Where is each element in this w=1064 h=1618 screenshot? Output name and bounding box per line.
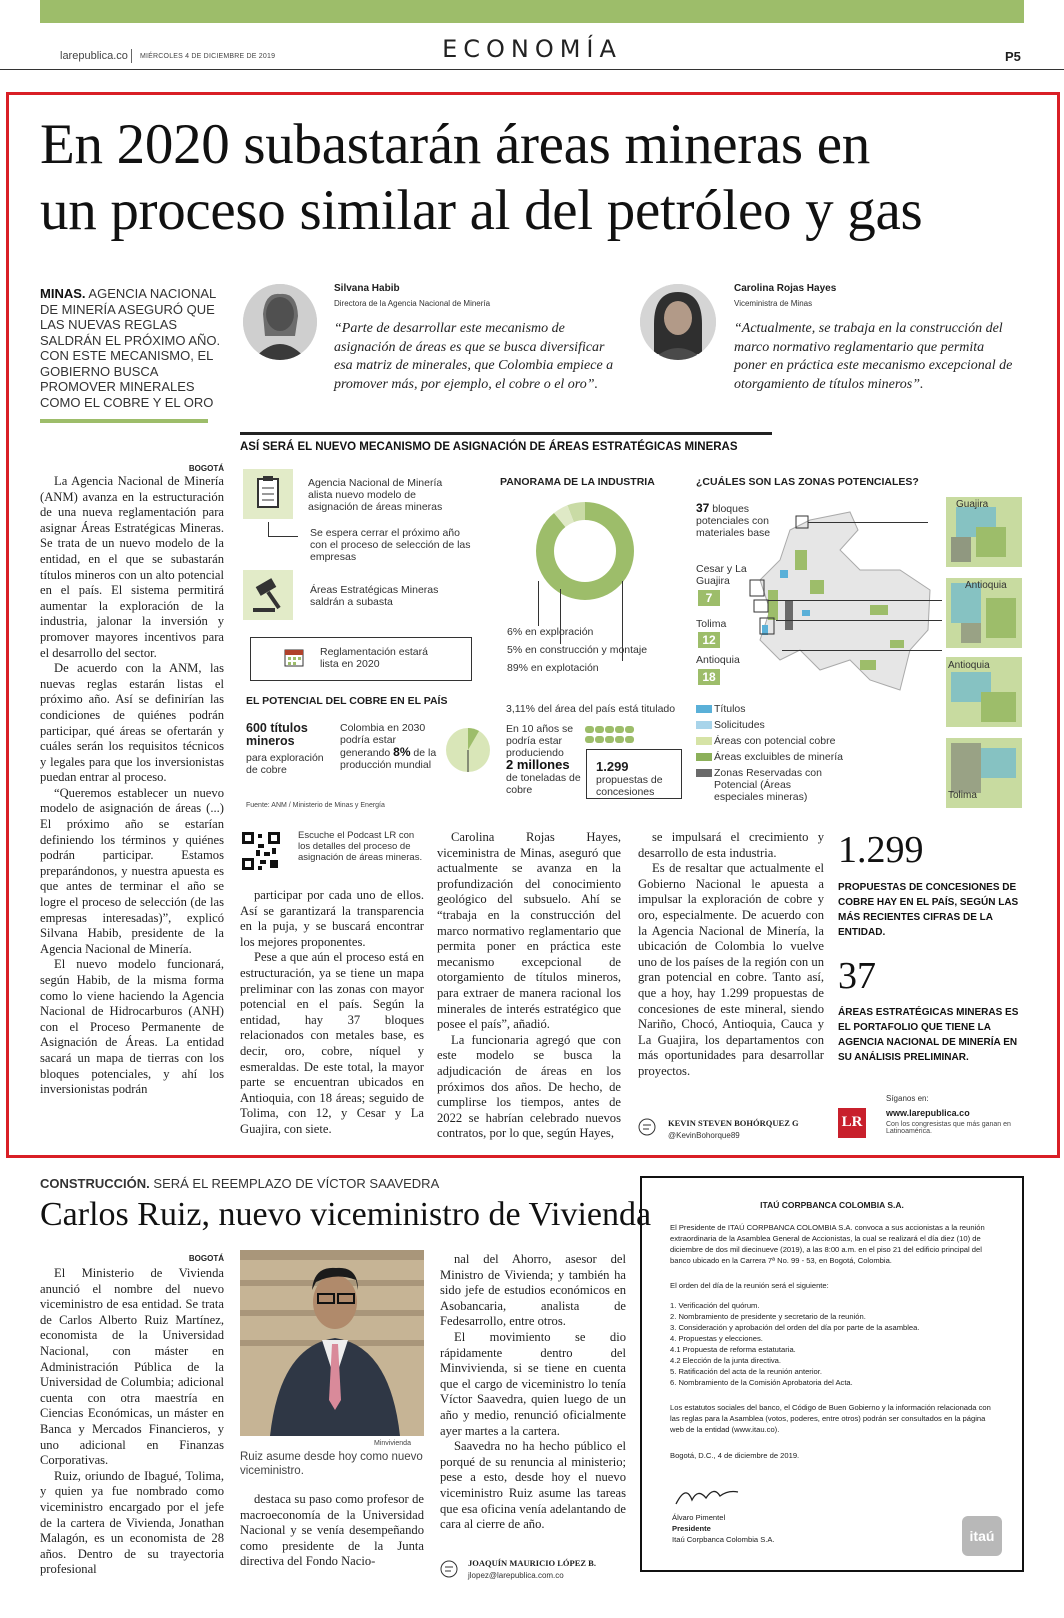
issue-date: MIÉRCOLES 4 DE DICIEMBRE DE 2019 (140, 53, 276, 60)
person-portrait-icon (640, 284, 716, 360)
quote2-role: Viceministra de Minas (734, 299, 813, 308)
inset-label-tolima: Tolima (948, 790, 977, 801)
step2-text: Áreas Estratégicas Mineras saldrán a subasta (310, 584, 439, 608)
ad-signer-company: Itaú Corpbanca Colombia S.A. (672, 1535, 775, 1544)
proposals-text: propuestas de concesiones (596, 774, 663, 798)
paragraph: participar por cada uno de ellos. Así se garantizará la transparencia en la puja, y se buscará encontrar los mejores proponentes. (240, 888, 424, 949)
infographic-title: ASÍ SERÁ EL NUEVO MECANISMO DE ASIGNACIÓN DE ÁREAS ESTRATÉGICAS MINERAS (240, 441, 738, 453)
headline-line-2: un proceso similar al del petróleo y gas (40, 179, 923, 242)
inset-leader (808, 522, 928, 523)
legend-swatch-3 (696, 753, 712, 761)
follow-site[interactable]: www.larepublica.co (886, 1108, 970, 1118)
sec2-kicker-label: CONSTRUCCIÓN. (40, 1176, 150, 1191)
colombia-map (740, 510, 940, 700)
paragraph: Es de resaltar que actualmente el Gobierno Nacional le apuesta a impulsar la exploración de cobre y oro, especialmente. De acuerdo con la Agencia Nacional de Minería, la ubicación de Colombia lo vuelve uno de los países de la región con un gran potencial en cobre. Tanto así, que a hoy, hay 1.299 propuestas de concesiones de este mineral, siendo Nariño, Chocó, Antioquia, Cauca y La Guajira, los departamentos con más oportunidades para desarrollar proyectos. (638, 861, 824, 1078)
agenda-item: 5. Ratificación del acta de la reunión anterior. (670, 1367, 822, 1376)
inset-label-antioquia-1: Antioquia (965, 580, 1007, 591)
paragraph: Pese a que aún el proceso está en estructuración, ya se tiene un mapa preliminar con las zonas con mayor potencial en el país. Según la entidad, hay 37 bloques relacionados con metales base, es decir, oro, cobre, níquel y esmeraldas. De este total, la mayor parte se encuentran ubicados en Antioquia, con 18 áreas; seguido de Tolima, con 12, y Cesar y La Guajira, con siete. (240, 950, 424, 1136)
legend-swatch-4 (696, 769, 712, 777)
paragraph: El Ministerio de Vivienda anunció el nombre del nuevo viceministro de esa entidad. Se trata de Carlos Alberto Ruiz Martínez, economista de la Universidad Nacional, con máster en Administración Pública de la Universidad de Columbia; adicional cuenta con otra maestría en Ciencias Económicas, un máster en Banca y Mercados Financieros, y uno adicional en Finanzas Corporativas. (40, 1266, 224, 1468)
ad-date: Bogotá, D.C., 4 de diciembre de 2019. (670, 1451, 800, 1460)
lr-logo-icon[interactable]: LR (838, 1108, 866, 1138)
zone1-count: 7 (698, 590, 720, 606)
header-rule (0, 69, 1064, 70)
projection-unit: de toneladas de cobre (506, 772, 581, 796)
zones-total-number: 37 (696, 501, 710, 515)
zone2-count: 12 (698, 632, 720, 648)
kicker-text: AGENCIA NACIONAL DE MINERÍA ASEGURÓ QUE LAS NUEVAS REGLAS SALDRÁN EL PRÓXIMO AÑO. CON ESTE MECANISMO, EL GOBIERNO BUSCA PROMOVER MINERALES COMO EL COBRE Y EL ORO (40, 286, 221, 410)
article-kicker (40, 286, 230, 410)
step-connector (268, 536, 298, 537)
sec2-kicker (40, 1176, 439, 1191)
zone3-count: 18 (698, 669, 720, 685)
sec2-dateline: BOGOTÁ (188, 1254, 224, 1263)
zone1-label: Cesar y La Guajira (696, 563, 747, 587)
silvana-habib-photo (243, 284, 317, 360)
inset-label-guajira: Guajira (956, 499, 989, 510)
zones-total-text: bloques potenciales con materiales base (696, 503, 771, 539)
agenda-item: 2. Nombramiento de presidente y secretario de la reunión. (670, 1312, 866, 1321)
quote2-text: “Actualmente, se trabaja en la construcción del marco normativo reglamentario que permita poner en práctica este mecanismo excepcional de otorgamiento de títulos mineros”. (734, 321, 1013, 392)
article-col2 (240, 888, 424, 1138)
sec2-col2 (240, 1492, 424, 1578)
inset-leader (776, 620, 942, 621)
carolina-rojas-photo (640, 284, 716, 360)
podcast-qr-icon[interactable] (240, 830, 282, 872)
paragraph: Ruiz, oriundo de Ibagué, Tolima, y quien ya fue nombrado como viceministro encargado por el jefe de la cartera de Vivienda, Jonathan Malagón, es un economista de 28 años. Dentro de su trayectoria profesional (40, 1468, 224, 1577)
stat2-number: 37 (838, 955, 876, 997)
step1-text: Agencia Nacional de Minería alista nuevo modelo de asignación de áreas mineras (308, 477, 443, 513)
legend-label-3: Áreas excluibles de minería (714, 751, 843, 763)
article-col4 (638, 830, 824, 1126)
panorama-construccion: 5% en construcción y montaje (507, 644, 648, 656)
quote2-name: Carolina Rojas Hayes (734, 283, 837, 294)
stat1-text: PROPUESTAS DE CONCESIONES DE COBRE HAY EN EL PAÍS, SEGÚN LAS MÁS RECIENTES CIFRAS DE LA ENTIDAD. (838, 882, 1019, 938)
copper-bars-icon (585, 726, 635, 746)
projection-text: En 10 años se podría estar produciendo (506, 723, 574, 759)
legend-label-1: Solicitudes (714, 719, 765, 731)
photo-caption: Ruiz asume desde hoy como nuevo viceministro. (240, 1451, 423, 1477)
step3-text: Reglamentación estará lista en 2020 (320, 646, 428, 670)
author-name: KEVIN STEVEN BOHÓRQUEZ G (668, 1118, 799, 1128)
panorama-area-titulada: 3,11% del área del país está titulado (506, 703, 676, 715)
paragraph: nal del Ahorro, asesor del Ministro de Vivienda; y también ha sido jefe de estudios económicos en Asobancaria, analista de Fedesarrollo, entre otros. (440, 1252, 626, 1329)
legend-label-0: Títulos (714, 703, 746, 715)
agenda-item: 1. Verificación del quórum. (670, 1301, 760, 1310)
carlos-ruiz-photo (240, 1250, 424, 1436)
signature-icon (672, 1482, 742, 1510)
calendar-icon (284, 647, 304, 667)
ad-paragraph-1: El Presidente de ITAÚ CORPBANCA COLOMBIA S.A. convoca a sus accionistas a la reunión extraordinaria de la Asamblea General de Accionistas, la cual se realizará el día diez (10) de diciembre de dos mil diecinueve (2019), a las 8:00 a.m. en el piso 21 del edificio principal del banco ubicado en la Carrera 7ª No. 99 - 53, en Bogotá, Colombia. (670, 1223, 985, 1265)
stat1-number: 1.299 (838, 829, 924, 871)
person-portrait-icon (240, 1250, 424, 1436)
person-portrait-icon (243, 284, 317, 360)
inset-leader (768, 600, 942, 601)
author-chat-icon (638, 1118, 656, 1136)
cobre-2030-tail: de la producción mundial (340, 747, 437, 771)
article-dateline: BOGOTÁ (188, 464, 224, 473)
infographic-rule (240, 432, 772, 435)
clipboard-icon (243, 469, 293, 519)
inset-leader (782, 650, 942, 651)
panorama-explotacion: 89% en explotación (507, 662, 599, 674)
inset-label-antioquia-2: Antioquia (948, 660, 990, 671)
author-handle[interactable]: @KevinBohorque89 (668, 1131, 740, 1140)
article-col1 (40, 474, 224, 1142)
kicker-label: MINAS. (40, 286, 86, 301)
follow-label: Síganos en: (886, 1094, 929, 1103)
section-title: ECONOMÍA (442, 35, 622, 63)
gavel-icon (243, 570, 293, 620)
sec2-author: JOAQUÍN MAURICIO LÓPEZ B. (468, 1558, 596, 1568)
legend-label-4: Zonas Reservadas con Potencial (Áreas especiales mineras) (714, 767, 822, 803)
panorama-title: PANORAMA DE LA INDUSTRIA (500, 476, 655, 488)
sec2-col1 (40, 1266, 224, 1578)
ad-title: ITAÚ CORPBANCA COLOMBIA S.A. (760, 1200, 904, 1210)
industry-donut-chart (530, 496, 640, 606)
article-headline (40, 112, 1030, 244)
photo-credit: Minvivienda (374, 1440, 411, 1447)
follow-tagline: Con los congresistas que más ganan en Latinoamérica. (886, 1121, 1011, 1135)
legend-swatch-2 (696, 737, 712, 745)
paragraph: Carolina Rojas Hayes, viceministra de Minas, aseguró que actualmente se avanza en la profundización del conocimiento geológico del subsuelo. Ahí se “trabaja en la construcción del marco normativo reglamentario que permita poner en práctica este mecanismo excepcional de otorgamiento de títulos mineros, para extraer de manera racional los minerales de interés estratégico que posee el país”, añadió. (437, 830, 621, 1032)
paragraph: “Queremos establecer un nuevo modelo de asignación de áreas (...) El próximo año se estarían definiendo los términos y quiénes podrán participar. Estamos preparándonos, y nuestra apuesta es que antes de terminar el año se logre el proceso de selección (de las empresas interesadas)”, explicó Silvana Habib, presidente de la Agencia Nacional de Minería. (40, 785, 224, 956)
itau-logo-icon: itaú (962, 1516, 1002, 1556)
top-color-bar (40, 0, 1024, 23)
cobre-title: EL POTENCIAL DEL COBRE EN EL PAÍS (246, 695, 448, 707)
panorama-projection (506, 723, 586, 796)
paragraph: El movimiento se dio rápidamente dentro del Minvivienda, si se tiene en cuenta que el cargo de viceministro lo tenía Víctor Saavedra, quien luego de un año y medio, renunció oficialmente ayer martes a la cartera. (440, 1329, 626, 1438)
stat2-text: ÁREAS ESTRATÉGICAS MINERAS ES EL PORTAFOLIO QUE TIENE LA AGENCIA NACIONAL DE MINERÍA EN SU ANÁLISIS PRELIMINAR. (838, 1007, 1019, 1063)
ad-agenda-list (670, 1300, 1000, 1388)
sec2-headline: Carlos Ruiz, nuevo viceministro de Vivienda (40, 1196, 652, 1233)
cobre-titulos-sub: para exploración de cobre (246, 752, 324, 776)
infographic-source: Fuente: ANM / Ministerio de Minas y Energía (246, 802, 385, 809)
sec2-kicker-text: SERÁ EL REEMPLAZO DE VÍCTOR SAAVEDRA (153, 1176, 440, 1191)
ad-paragraph-3: Los estatutos sociales del banco, el Código de Buen Gobierno y la información relacionada con las reglas para la Asamblea (votos, poderes, entre otros) podrán ser consultados en la página web de la entidad (www.itau.co). (670, 1403, 991, 1434)
podcast-text: Escuche el Podcast LR con los detalles del proceso de asignación de áreas mineras. (298, 830, 423, 863)
legend-swatch-1 (696, 721, 712, 729)
agenda-item: 4.2 Elección de la junta directiva. (670, 1356, 782, 1365)
cobre-2030-text: Colombia en 2030 podría estar generando (340, 722, 426, 759)
cobre-2030-pct: 8% (393, 745, 411, 759)
kicker-rule (40, 419, 208, 423)
author-chat-icon (440, 1560, 458, 1578)
step1b-text: Se espera cerrar el próximo año con el proceso de selección de las empresas (310, 527, 471, 563)
paragraph: Saavedra no ha hecho público el porqué de su renuncia al ministerio; pese a esto, desde hoy el nuevo viceministro Ruiz asume las tareas que esa oficina venía adelantando de cara al cierre de año. (440, 1439, 626, 1532)
step-connector (268, 522, 269, 537)
proposals-number: 1.299 (596, 759, 629, 774)
agenda-item: 4.1 Propuesta de reforma estatutaria. (670, 1345, 796, 1354)
agenda-item: 3. Consideración y aprobación del orden del día por parte de la asamblea. (670, 1323, 920, 1332)
cobre-share-pie (444, 726, 492, 774)
quote1-role: Directora de la Agencia Nacional de Minería (334, 299, 491, 308)
legend-label-2: Áreas con potencial cobre (714, 735, 836, 747)
page-number: P5 (1005, 49, 1021, 64)
paragraph: El nuevo modelo funcionará, según Habib, de la misma forma como lo viene haciendo la Agencia Nacional de Hidrocarburos (ANH) con el Proceso Permanente de Asignación de Áreas. La entidad sacará un mapa de tierras con los bloques potenciales, y ahí los inversionistas podrán (40, 957, 224, 1097)
cobre-titulos: 600 títulos mineros (246, 721, 308, 748)
paragraph: De acuerdo con la ANM, las nuevas reglas estarán listas el próximo año. Así se definirían las condiciones de quiénes podrán participar, qué áreas se ofertarán y cuáles serán los requisitos técnicos y legales para que los inversionistas puedan entrar al proceso. (40, 661, 224, 785)
donut-explotacion-slice (545, 511, 625, 591)
legend-swatch-0 (696, 705, 712, 713)
donut-leader (538, 581, 539, 626)
agenda-item: 4. Propuestas y elecciones. (670, 1334, 763, 1343)
paragraph: La funcionaria agregó que con este modelo se busca la adjudicación de áreas en los próximos dos años. De hecho, de cumplirse los tiempos, antes de 2022 se habrían celebrado nuevos contratos, por lo que, según Hayes, (437, 1032, 621, 1140)
cobre-2030 (340, 722, 440, 771)
quote1-name: Silvana Habib (334, 283, 400, 294)
ad-signer-name: Álvaro Pimentel (672, 1513, 726, 1522)
zones-title: ¿CUÁLES SON LAS ZONAS POTENCIALES? (696, 476, 919, 488)
headline-line-1: En 2020 subastarán áreas mineras en (40, 113, 870, 176)
sec2-author-mail[interactable]: jlopez@larepublica.com.co (468, 1571, 564, 1580)
quote1-text: “Parte de desarrollar este mecanismo de asignación de áreas es que se busca diversificar esa matriz de minerales, que Colombia empiece a promover más, por ejemplo, el cobre o el oro”. (334, 321, 614, 392)
ad-paragraph-2: El orden del día de la reunión será el siguiente: (670, 1281, 829, 1290)
ad-signer-role: Presidente (672, 1524, 711, 1533)
sec2-col3 (440, 1252, 626, 1548)
agenda-item: 6. Nombramiento de la Comisión Aprobatoria del Acta. (670, 1378, 853, 1387)
article-col3 (437, 830, 621, 1140)
panorama-exploracion: 6% en exploración (507, 626, 594, 638)
paragraph: La Agencia Nacional de Minería (ANM) avanza en la estructuración de una nueva reglamentación para asignar Áreas Estratégicas Mineras. Se trata de un nuevo modelo de la entidad, en el que se subastarán títulos mineros con un alto potencial en el país. El sistema permitirá aumentar la exploración de la industria, jalonar la inversión y promover mayores incentivos para el desarrollo del sector. (40, 474, 224, 660)
projection-amount: 2 millones (506, 757, 570, 772)
site-name[interactable]: larepublica.co (60, 50, 128, 62)
zone3-label: Antioquia (696, 654, 740, 666)
paragraph: se impulsará el crecimiento y desarrollo de esta industria. (638, 830, 824, 860)
paragraph: destaca su paso como profesor de macroeconomía de la Universidad Nacional y se venía desempeñando como presidente de la Junta directiva del Fondo Nacio- (240, 1492, 424, 1569)
zone2-label: Tolima (696, 618, 727, 630)
